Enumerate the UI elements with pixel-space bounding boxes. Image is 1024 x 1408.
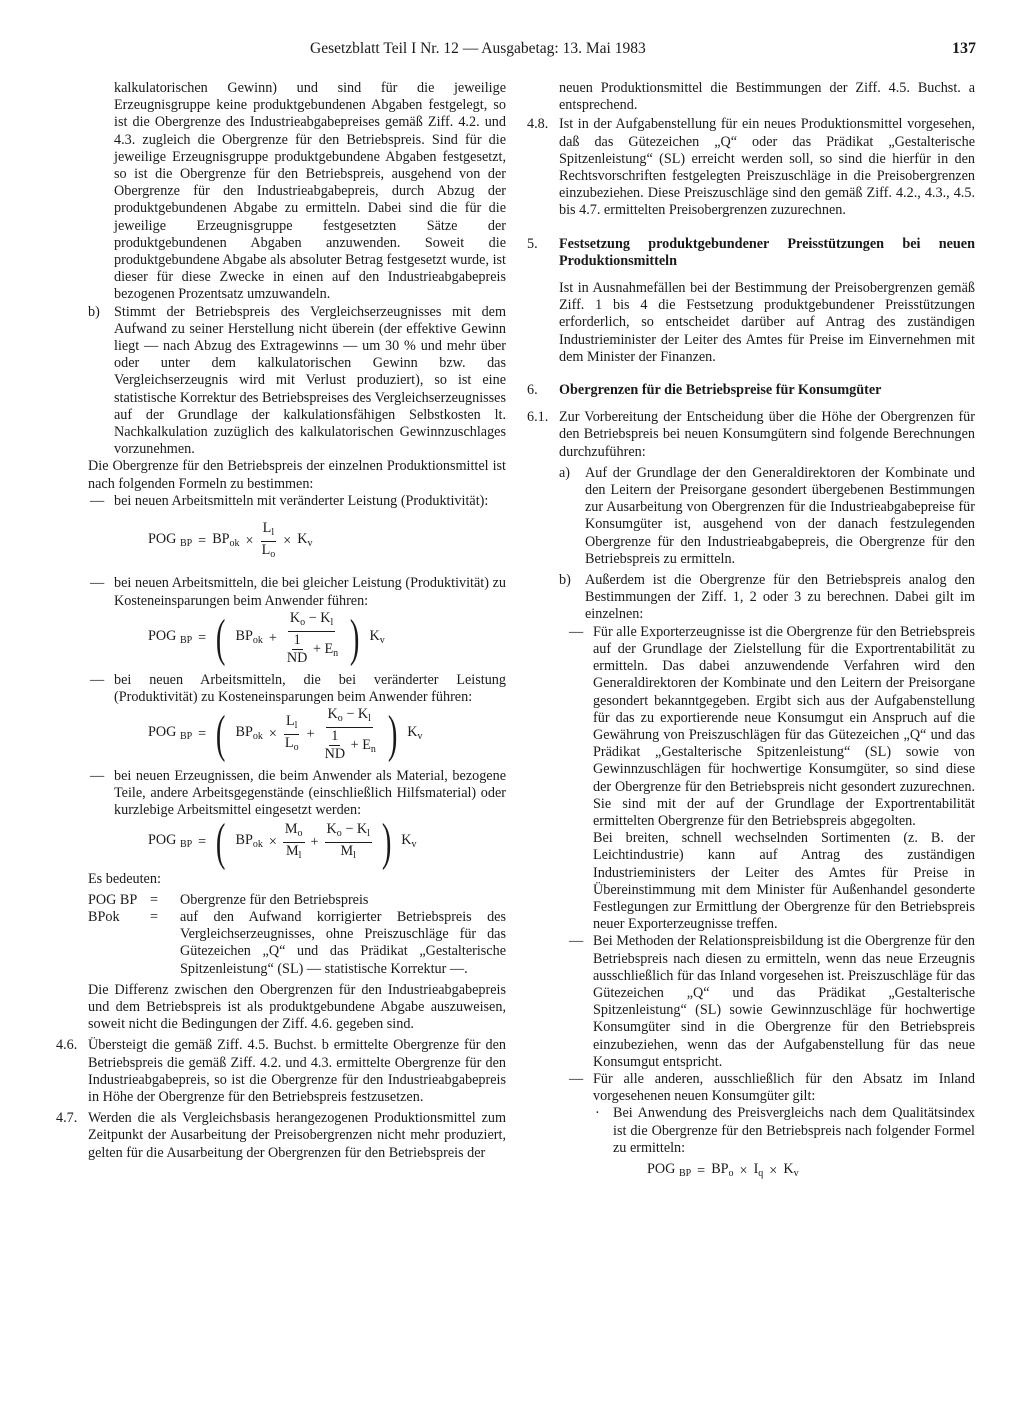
paragraph: Die Differenz zwischen den Obergrenzen für den Industrieabgabepreis und dem Betriebspreis ist als produktgebundene Abgabe auszuweisen, soweit nicht die Bedingungen der Ziff. 4.6. gegeben sind.: [88, 981, 506, 1033]
section-5-heading: [527, 236, 975, 270]
item-label: 4.6.: [56, 1037, 78, 1054]
formula-4: POG $_{BP}$ = ( $BP_{ok}$ × $\frac{M_o}{M_l}$ + $\frac{K_o - K_l}{M_l}$ ) $K_v$: [148, 813, 417, 871]
item-label: a): [559, 464, 571, 481]
def-symbol: BPok: [88, 908, 120, 925]
item-6-1: [527, 409, 975, 461]
item-4-8: [527, 116, 975, 219]
item-text: Stimmt der Betriebspreis des Vergleichserzeugnisses mit dem Aufwand zu seiner Herstellung nicht überein (der effektive Gewinn liegt — nach Abzug des Extragewinns — um 30 % und mehr über oder unter dem kalkulatorischen Gewinn bzw. das Vergleichserzeugnis wird mit Verlust produziert), so ist eine statistische Korrektur des Betriebspreises des Vergleichserzeugnisses auf der Grundlage der kalkulationsfähigen Selbstkosten lt. Nachkalkulation zuzüglich des kalkulatorischen Gewinnzuschlages vorzunehmen.: [114, 303, 506, 458]
page-header: Gesetzblatt Teil I Nr. 12 — Ausgabetag: 13. Mai 1983: [310, 40, 646, 57]
item-text: Übersteigt die gemäß Ziff. 4.5. Buchst. b ermittelte Obergrenze für den Betriebspreis die gemäß Ziff. 4.2. und 4.3. ermittelte Obergrenze für den Industrieabgabepreis, so ist die Obergrenze für den Industrieabgabepreis in Höhe der Obergrenze für den Betriebspreis festzusetzen.: [88, 1037, 506, 1105]
formula-5: POG $_{BP}$ = $BP_o$ × $I_q$ × $K_v$: [647, 1160, 799, 1179]
dash-item: [567, 933, 975, 1071]
definitions: [88, 892, 506, 978]
dash-text: bei neuen Arbeitsmitteln, die bei gleicher Leistung (Produktivität) zu Kosteneinsparungen beim Anwender führen:: [114, 575, 506, 609]
item-label: b): [88, 303, 100, 320]
dash-text: bei neuen Arbeitsmitteln, die bei veränderter Leistung (Produktivität) zu Kosteneinsparungen beim Anwender führen:: [114, 671, 506, 705]
dash-item: [88, 768, 506, 820]
paragraph: kalkulatorischen Gewinn) und sind für die jeweilige Erzeugnisgruppe keine produktgebundenen Abgaben festgelegt, so ist die Obergrenze des Industrieabgabepreises gemäß Ziff. 4.2. und 4.3. zugleich die Obergrenze für den Betriebspreis. Sind für die jeweilige Erzeugnisgruppe produktgebundene Abgaben festgesetzt, so ist die Obergrenze für den Betriebspreis, ausgehend von der Obergrenze für den Industrieabgabepreis, durch Abzug der produktgebundenen Abgabe zu ermitteln. Dabei sind die für die jeweilige Erzeugnisgruppe festgesetzten Sätze der produktgebundenen Abgaben anzuwenden. Soweit die produktgebundene Abgabe als absoluter Betrag festgesetzt wurde, ist dieser für diese Zwecke in einen auf den Industrieabgabepreis bezogenen Prozentsatz umzuwandeln.: [114, 80, 506, 303]
section-title: Obergrenzen für die Betriebspreise für Konsumgüter: [559, 382, 882, 399]
page-number: 137: [952, 40, 976, 57]
item-label: 4.8.: [527, 116, 549, 133]
def-eq: =: [150, 891, 159, 908]
left-column: [56, 80, 506, 1162]
item-4-7: [56, 1110, 506, 1162]
formula-2: POG $_{BP}$ = ( $BP_{ok}$ + $K_o - K_l$ $\frac{1}{ND}$ + $E_n$ ) $K_v$: [148, 609, 385, 667]
item-text: Ist in der Aufgabenstellung für ein neues Produktionsmittel vorgesehen, daß das Gütezeichen „Q“ oder das Prädikat „Gestalterische Spitzenleistung“ (SL) erreicht werden soll, so sind die hierfür in den Rechtsvorschriften festgelegten Preiszuschläge in die Preisobergrenzen einzubeziehen. Diese Preiszuschläge sind den gemäß Ziff. 4.2., 4.3., 4.5. bis 4.7. ermittelten Preisobergrenzen zuzurechnen.: [559, 116, 975, 219]
item-label: 6.1.: [527, 409, 549, 426]
dash-symbol: —: [90, 671, 105, 688]
dash-item: [88, 493, 506, 510]
item-label: b): [559, 572, 571, 589]
item-a: [559, 465, 975, 568]
item-4-6: [56, 1037, 506, 1106]
dash-text: Für alle anderen, ausschließlich für den Absatz im Inland vorgesehenen neuen Konsumgüter gilt:: [593, 1070, 975, 1105]
formula-1: POG $_{BP}$ = $BP_{ok}$ × $\frac{L_l}{L_o}$ × $K_v$: [148, 520, 313, 561]
def-text: Obergrenze für den Betriebspreis: [180, 891, 369, 908]
bullet-item: [593, 1105, 975, 1157]
dash-item: [88, 575, 506, 609]
def-eq: =: [150, 908, 159, 925]
item-b: [559, 572, 975, 624]
paragraph: Bei breiten, schnell wechselnden Sortimenten (z. B. der Leichtindustrie) kann auf Antrag des zuständigen Industrieministers der Leiter des Amtes für Preise in Übereinstimmung mit dem Minister für Außenhandel gesonderte Festlegungen zur Ermittlung der Obergrenze für den Betriebspreis neuer Exporterzeugnisse treffen.: [593, 830, 975, 933]
dash-item: [567, 624, 975, 830]
dash-text: bei neuen Arbeitsmitteln mit veränderter Leistung (Produktivität):: [114, 492, 489, 509]
def-symbol: POG BP: [88, 891, 138, 908]
dash-symbol: —: [90, 575, 105, 592]
dash-item: [88, 672, 506, 706]
paragraph: Die Obergrenze für den Betriebspreis der einzelnen Produktionsmittel ist nach folgenden Formeln zu bestimmen:: [88, 458, 506, 492]
right-column: [527, 80, 975, 1188]
def-text: auf den Aufwand korrigierter Betriebspreis des Vergleichserzeugnisses, ohne Preiszuschläge für das Gütezeichen „Q“ und das Prädikat „Gestalterische Spitzenleistung“ (SL) — statistische Korrektur —.: [180, 908, 506, 977]
bullet-symbol: ·: [595, 1105, 600, 1122]
es-bedeuten: Es bedeuten:: [88, 870, 161, 887]
dash-symbol: —: [569, 623, 584, 640]
dash-symbol: —: [90, 492, 105, 509]
section-number: 5.: [527, 235, 538, 252]
dash-text: Bei Methoden der Relationspreisbildung ist die Obergrenze für den Betriebspreis nach diesen zu ermitteln, wenn das neue Erzeugnis ausschließlich für das Inland vorgesehen ist. Preiszuschläge für das Gütezeichen „Q“ und das Prädikat „Gestalterische Spitzenleistung“ (SL) sowie Gewinnzuschläge für hochwertige Konsumgüter sind in die Obergrenze für den Betriebspreis einzubeziehen, wenn das der Aufgabenstellung für das neue Konsumgut entspricht.: [593, 933, 975, 1070]
formula-3: POG $_{BP}$ = ( $BP_{ok}$ × $\frac{L_l}{L_o}$ + $K_o - K_l$ $\frac{1}{ND}$ + $E_n$ ) $K_v$: [148, 705, 423, 763]
paragraph: neuen Produktionsmittel die Bestimmungen der Ziff. 4.5. Buchst. a entsprechend.: [559, 80, 975, 114]
paragraph: Ist in Ausnahmefällen bei der Bestimmung der Preisobergrenzen gemäß Ziff. 1 bis 4 die Festsetzung produktgebundener Preisstützungen erforderlich, so entscheidet darüber auf Antrag des zuständigen Industrieminister der Leiter des Amtes für Preise im Einvernehmen mit dem Minister der Finanzen.: [559, 280, 975, 365]
dash-text: Für alle Exporterzeugnisse ist die Obergrenze für den Betriebspreis auf der Grundlage der Zielstellung für die Exportrentabilität zu ermitteln. Das dabei anzuwendende Verfahren wird den Generaldirektoren der Kombinate und den Leitern der Preisorgane gesondert bekanntgegeben. Ergibt sich aus der Aufgabenstellung für das zu exportierende neue Konsumgut ein Anspruch auf die Gewährung von Preiszuschlägen für das Gütezeichen „Q“ und das Prädikat „Gestalterische Spitzenleistung“ (SL) sowie von Gewinnzuschlägen für hochwertige Konsumgüter, so sind diese der Obergrenze für den Betriebspreis nicht gesondert zuzurechnen. Sie sind mit der auf der Grundlage der Exportrentabilität ermittelten Obergrenze für den Betriebspreis abgegolten.: [593, 623, 975, 829]
section-6-heading: [527, 382, 975, 399]
dash-symbol: —: [90, 767, 105, 784]
section-title: Festsetzung produktgebundener Preisstützungen bei neuen Produktionsmitteln: [559, 235, 975, 269]
dash-text: bei neuen Erzeugnissen, die beim Anwender als Material, bezogene Teile, andere Arbeitsgegenstände (einschließlich Hilfsmaterial) oder kurzlebige Arbeitsmittel eingesetzt werden:: [114, 767, 506, 818]
dash-symbol: —: [569, 933, 584, 950]
dash-item: [567, 1071, 975, 1105]
item-b: [88, 304, 506, 459]
item-label: 4.7.: [56, 1110, 78, 1127]
item-text: Werden die als Vergleichsbasis herangezogenen Produktionsmittel zum Zeitpunkt der Ausarbeitung der Preisobergrenzen nicht mehr produziert, gelten für die Ausarbeitung der Obergrenzen für den Betriebspreis der: [88, 1110, 506, 1161]
bullet-text: Bei Anwendung des Preisvergleichs nach dem Qualitätsindex ist die Obergrenze für den Betriebspreis nach folgender Formel zu ermitteln:: [613, 1105, 975, 1156]
item-text: Außerdem ist die Obergrenze für den Betriebspreis analog den Bestimmungen der Ziff. 1, 2 oder 3 zu berechnen. Dabei gilt im einzelnen:: [585, 572, 975, 623]
item-text: Zur Vorbereitung der Entscheidung über die Höhe der Obergrenzen für den Betriebspreis bei neuen Konsumgütern sind folgende Berechnungen durchzuführen:: [559, 409, 975, 460]
dash-symbol: —: [569, 1070, 584, 1087]
section-number: 6.: [527, 382, 538, 399]
item-text: Auf der Grundlage der den Generaldirektoren der Kombinate und den Leitern der Preisorgane gesondert übergebenen Bestimmungen zur Ausarbeitung von Obergrenzen für die Industrieabgabepreise für Konsumgüter ist, ausgehend von der danach festzulegenden Obergrenze für den Industrieabgabepreis, die Obergrenze für den Betriebspreis zu ermitteln.: [585, 464, 975, 567]
